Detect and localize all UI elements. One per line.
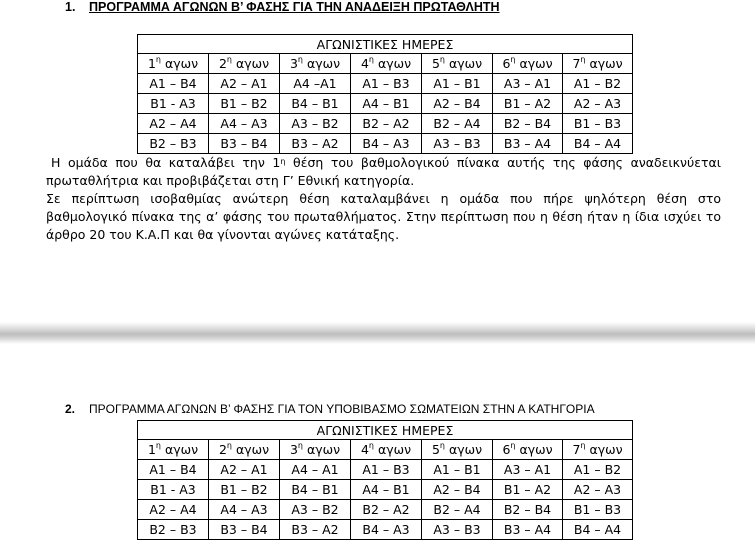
table-cell: Α2 – Α1 xyxy=(209,74,280,94)
table-caption: ΑΓΩΝΙΣΤΙΚΕΣ ΗΜΕΡΕΣ xyxy=(138,421,633,440)
table-cell: Α4 – Α1 xyxy=(280,460,351,480)
column-header: $5^\eta$ αγων xyxy=(422,54,493,74)
table-cell: Β4 – Α4 xyxy=(563,520,633,540)
table-cell: Β1 – Α2 xyxy=(493,480,563,500)
table-cell: Α1 – Β2 xyxy=(563,460,633,480)
table-cell: Α4 –Α1 xyxy=(280,74,351,94)
section-2-heading xyxy=(65,402,595,416)
table-cell: Α1 – Β2 xyxy=(563,74,633,94)
table-cell: Α1 – Β4 xyxy=(138,74,209,94)
table-row xyxy=(138,500,633,520)
table-cell: Α4 – Β1 xyxy=(351,480,422,500)
column-header: $5^\eta$ αγων xyxy=(422,440,493,460)
table-cell: Α4 – Α3 xyxy=(209,114,280,134)
table-cell: Α3 – Β2 xyxy=(280,114,351,134)
table-cell: Β4 – Β1 xyxy=(280,94,351,114)
document-page-2 xyxy=(0,344,755,536)
table-cell: Β3 – Α4 xyxy=(493,134,563,154)
section-2-number: 2. xyxy=(65,402,76,416)
section-1-heading xyxy=(65,0,500,14)
table-cell: Α3 – Β2 xyxy=(280,500,351,520)
column-header: $7^\eta$ αγων xyxy=(563,440,633,460)
table-cell: Β2 – Α4 xyxy=(422,500,493,520)
table-cell: Β1 – Β2 xyxy=(209,480,280,500)
table-header-row xyxy=(138,54,633,74)
champion-paragraph: Η ομάδα που θα καταλάβει την $1^\eta$ θέση του βαθμολογικού πίνακα αυτής της φάσης αναδεικνύεται πρωταθλήτρια και προβιβάζεται στη Γ’ Εθνική κατηγορία. xyxy=(46,155,721,188)
table-cell: Β3 – Α2 xyxy=(280,134,351,154)
table-cell: Α1 – Β4 xyxy=(138,460,209,480)
column-header: $4^\eta$ αγων xyxy=(351,54,422,74)
column-header: $3^\eta$ αγων xyxy=(280,54,351,74)
table-row xyxy=(138,74,633,94)
table-row xyxy=(138,114,633,134)
table-cell: Α2 – Α1 xyxy=(209,460,280,480)
column-header: $2^\eta$ αγων xyxy=(209,54,280,74)
table-cell: Α4 – Α3 xyxy=(209,500,280,520)
table-caption-row xyxy=(138,35,633,54)
table-cell: Β1 – Β3 xyxy=(563,500,633,520)
table-cell: Α2 – Α4 xyxy=(138,114,209,134)
table-cell: Β3 – Α4 xyxy=(493,520,563,540)
table-cell: Β4 – Α3 xyxy=(351,520,422,540)
table-cell: Β1 - Α3 xyxy=(138,480,209,500)
table-row xyxy=(138,134,633,154)
table-row xyxy=(138,94,633,114)
table-cell: Β1 – Β3 xyxy=(563,114,633,134)
column-header: $1^\eta$ αγων xyxy=(138,440,209,460)
table-cell: Α1 – Β1 xyxy=(422,460,493,480)
table-cell: Β2 – Α4 xyxy=(422,114,493,134)
table-cell: Β2 – Β3 xyxy=(138,520,209,540)
section-1-number: 1. xyxy=(65,0,76,14)
table-row xyxy=(138,480,633,500)
table-cell: Β3 – Α2 xyxy=(280,520,351,540)
table-cell: Β3 – Β4 xyxy=(209,520,280,540)
column-header: $2^\eta$ αγων xyxy=(209,440,280,460)
table-cell: Α4 – Β1 xyxy=(351,94,422,114)
table-cell: Α2 – Β4 xyxy=(422,480,493,500)
table-cell: Β2 – Β4 xyxy=(493,114,563,134)
rules-text xyxy=(46,154,721,244)
table-cell: Α2 – Α3 xyxy=(563,480,633,500)
table-caption-row xyxy=(138,421,633,440)
column-header: $1^\eta$ αγων xyxy=(138,54,209,74)
table-cell: Α3 – Β3 xyxy=(422,520,493,540)
table-cell: Β4 – Β1 xyxy=(280,480,351,500)
table-row xyxy=(138,520,633,540)
table-cell: Α3 – Β3 xyxy=(422,134,493,154)
schedule-table-2 xyxy=(137,420,633,540)
table-cell: Α1 – Β3 xyxy=(351,460,422,480)
table-cell: Β1 – Β2 xyxy=(209,94,280,114)
table-cell: Β4 – Α3 xyxy=(351,134,422,154)
column-header: $6^\eta$ αγων xyxy=(493,54,563,74)
tiebreak-paragraph: Σε περίπτωση ισοβαθμίας ανώτερη θέση καταλαμβάνει η ομάδα που πήρε ψηλότερη θέση στο βαθμολογικό πίνακα της α’ φάσης του πρωταθλήματος. Στην περίπτωση που η θέση ήταν η ίδια ισχύει το άρθρο 20 του Κ.Α.Π και θα γίνονται αγώνες κατάταξης. xyxy=(46,191,721,242)
column-header: $7^\eta$ αγων xyxy=(563,54,633,74)
table-cell: Α1 – Β3 xyxy=(351,74,422,94)
table-cell: Β2 – Α2 xyxy=(351,114,422,134)
table-cell: Β2 – Β3 xyxy=(138,134,209,154)
table-header-row xyxy=(138,440,633,460)
page-break xyxy=(0,322,755,344)
table-cell: Α2 – Α4 xyxy=(138,500,209,520)
column-header: $6^\eta$ αγων xyxy=(493,440,563,460)
table-row xyxy=(138,460,633,480)
column-header: $4^\eta$ αγων xyxy=(351,440,422,460)
table-caption: ΑΓΩΝΙΣΤΙΚΕΣ ΗΜΕΡΕΣ xyxy=(138,35,633,54)
table-cell: Β4 – Α4 xyxy=(563,134,633,154)
table-cell: Β2 – Β4 xyxy=(493,500,563,520)
section-2-title: ΠΡΟΓΡΑΜΜΑ ΑΓΩΝΩΝ Β’ ΦΑΣΗΣ ΓΙΑ ΤΟΝ ΥΠΟΒΙΒΑΣΜΟ ΣΩΜΑΤΕΙΩΝ ΣΤΗΝ Α ΚΑΤΗΓΟΡΙΑ xyxy=(89,402,595,416)
column-header: $3^\eta$ αγων xyxy=(280,440,351,460)
table-cell: Β2 – Α2 xyxy=(351,500,422,520)
table-cell: Α3 – Α1 xyxy=(493,74,563,94)
schedule-table-1 xyxy=(137,34,633,154)
table-cell: Α1 – Β1 xyxy=(422,74,493,94)
table-cell: Β1 - Α3 xyxy=(138,94,209,114)
table-cell: Α3 – Α1 xyxy=(493,460,563,480)
table-cell: Α2 – Β4 xyxy=(422,94,493,114)
section-1-title: ΠΡΟΓΡΑΜΜΑ ΑΓΩΝΩΝ Β’ ΦΑΣΗΣ ΓΙΑ ΤΗΝ ΑΝΑΔΕΙΞΗ ΠΡΩΤΑΘΛΗΤΗ xyxy=(89,0,500,14)
table-cell: Α2 – Α3 xyxy=(563,94,633,114)
table-cell: Β1 – Α2 xyxy=(493,94,563,114)
table-cell: Β3 – Β4 xyxy=(209,134,280,154)
